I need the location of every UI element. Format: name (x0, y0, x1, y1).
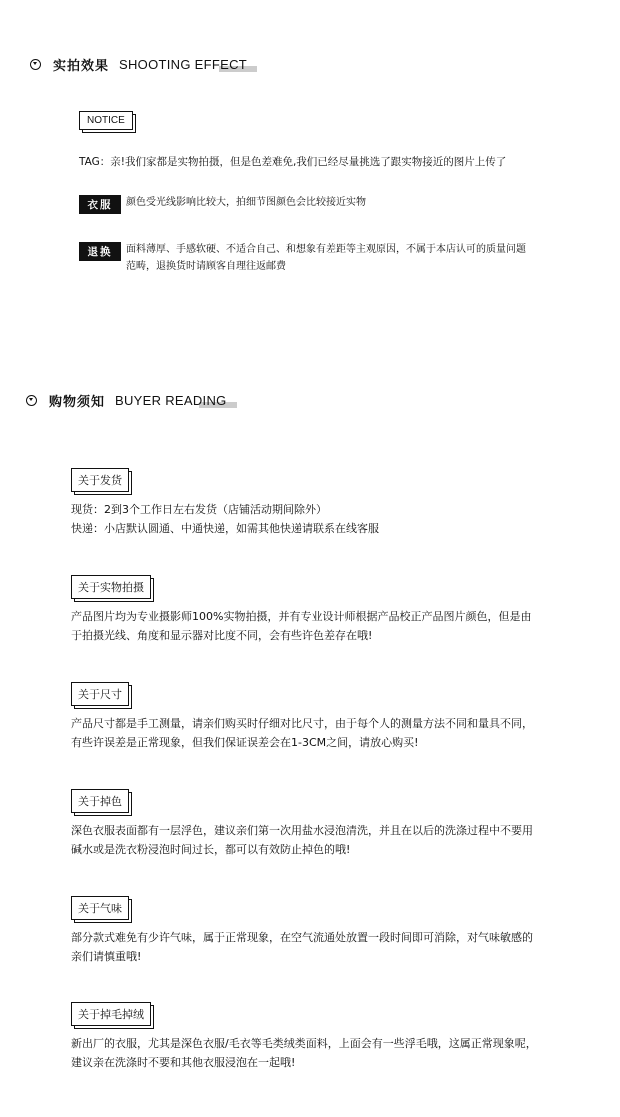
odor-line2: 亲们请慎重哦! (71, 950, 142, 963)
shipping-line2: 快递：小店默认圆通、中通快递，如需其他快递请联系在线客服 (71, 522, 379, 535)
label-shedding: 关于掉毛掉绒 (71, 1002, 151, 1026)
notice-label: NOTICE (79, 111, 133, 130)
section-title-en: BUYER READING (115, 393, 227, 408)
label-shipping: 关于发货 (71, 468, 129, 492)
return-text-line1: 面料薄厚、手感软硬、不适合自己、和想象有差距等主观原因，不属于本店认可的质量问题 (126, 244, 526, 255)
shipping-line1: 现货：2到3个工作日左右发货（店铺活动期间除外） (71, 503, 327, 516)
chevron-circle-icon (30, 59, 41, 70)
chevron-circle-icon (26, 395, 37, 406)
section-title-cn: 实拍效果 (53, 59, 110, 74)
shedding-line1: 新出厂的衣服，尤其是深色衣服/毛衣等毛类绒类面料，上面会有一些浮毛哦，这属正常现象呢， (71, 1037, 537, 1050)
fading-line1: 深色衣服表面都有一层浮色，建议亲们第一次用盐水浸泡清洗，并且在以后的洗涤过程中不要用 (71, 824, 533, 837)
size-line1: 产品尺寸都是手工测量，请亲们购买时仔细对比尺寸，由于每个人的测量方法不同和量具不同， (71, 717, 533, 730)
fading-line2: 碱水或是洗衣粉浸泡时间过长，都可以有效防止掉色的哦! (71, 843, 351, 856)
label-odor: 关于气味 (71, 896, 129, 920)
clothes-text: 颜色受光线影响比较大，拍细节图颜色会比较接近实物 (126, 197, 366, 208)
label-size: 关于尺寸 (71, 682, 129, 706)
return-label: 退换 (79, 242, 121, 261)
section-title-cn: 购物须知 (49, 395, 106, 410)
odor-line1: 部分款式难免有少许气味，属于正常现象，在空气流通处放置一段时间即可消除，对气味敏感的 (71, 931, 533, 944)
label-photo: 关于实物拍摄 (71, 575, 151, 599)
section-header-buyer (26, 391, 227, 410)
return-text-line2: 范畴，退换货时请顾客自理往返邮费 (126, 261, 286, 272)
section-title-en: SHOOTING EFFECT (119, 57, 247, 72)
tag-text: TAG：亲!我们家都是实物拍摄，但是色差难免,我们已经尽量挑选了跟实物接近的图片上传了 (79, 156, 507, 168)
size-line2: 有些许误差是正常现象，但我们保证误差会在1-3CM之间，请放心购买! (71, 736, 419, 749)
photo-line2: 于拍摄光线、角度和显示器对比度不同，会有些许色差存在哦! (71, 629, 373, 642)
shedding-line2: 建议亲在洗涤时不要和其他衣服浸泡在一起哦! (71, 1056, 296, 1069)
label-fading: 关于掉色 (71, 789, 129, 813)
photo-line1: 产品图片均为专业摄影师100%实物拍摄，并有专业设计师根据产品校正产品图片颜色，但是由 (71, 610, 532, 623)
clothes-label: 衣服 (79, 195, 121, 214)
section-header-shooting (30, 55, 247, 74)
